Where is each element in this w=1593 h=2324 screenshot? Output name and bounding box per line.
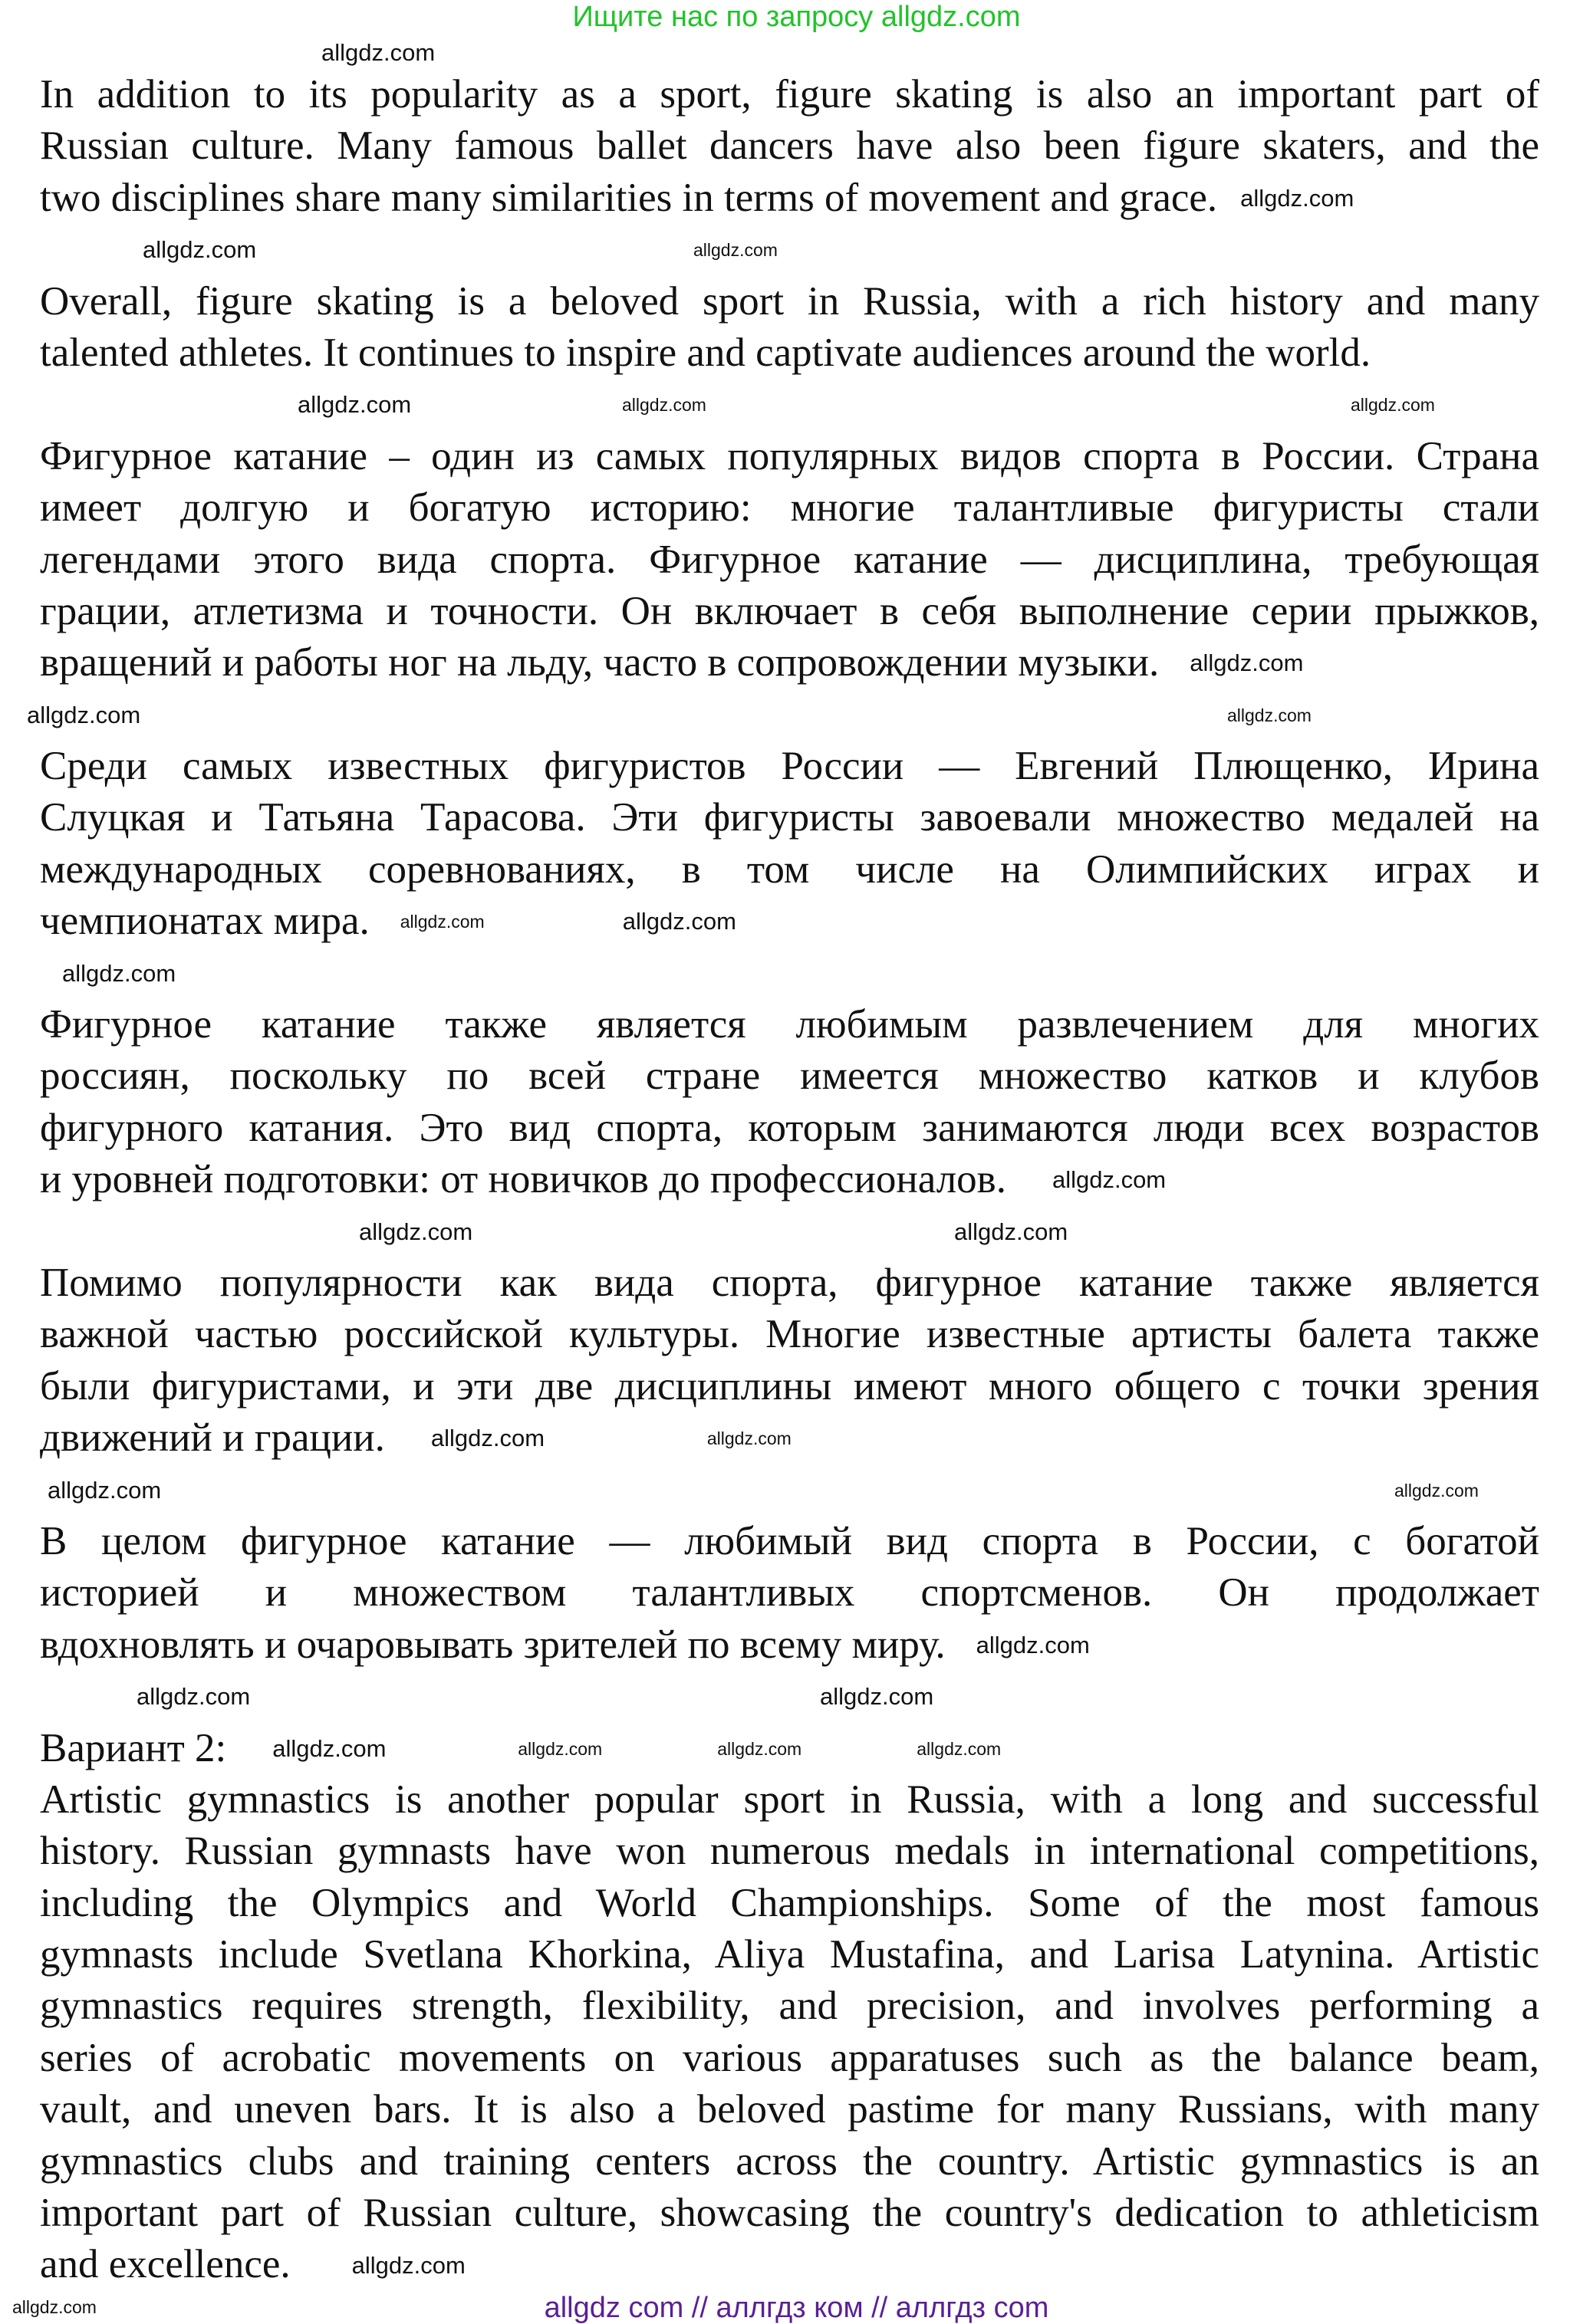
watermark-text: allgdz.com (298, 391, 412, 419)
text-line-content: важной частью российской культуры. Многие известные артисты балета также (40, 1312, 1539, 1357)
text-line (40, 2136, 1539, 2188)
text-line (40, 586, 1539, 637)
text-line (40, 2084, 1539, 2135)
watermark-text: allgdz.com (693, 239, 778, 260)
text-line (40, 1361, 1539, 1412)
text-line-content: talented athletes. It continues to inspire and captivate audiences around the world. (40, 330, 1371, 375)
document-body (40, 69, 1539, 2291)
text-line (40, 844, 1539, 896)
text-line (40, 637, 1539, 689)
blank-line (40, 224, 1539, 275)
search-banner: Ищите нас по запросу allgdz.com (572, 1, 1021, 33)
text-line-content: были фигуристами, и эти две дисциплины имеют много общего с точки зрения (40, 1363, 1539, 1409)
text-line-content: Слуцкая и Татьяна Тарасова. Эти фигуристы завоевали множество медалей на (40, 795, 1539, 840)
text-line-content: историей и множеством талантливых спортсменов. Он продолжает (40, 1570, 1539, 1616)
text-line (40, 1567, 1539, 1619)
text-line-content: vault, and uneven bars. It is also a beloved pastime for many Russians, with many (40, 2087, 1539, 2132)
text-line (40, 276, 1539, 327)
watermark-text: allgdz.com (1227, 705, 1312, 725)
text-line-content: gymnastics requires strength, flexibility, and precision, and involves performing a (40, 1984, 1539, 2029)
text-line-content: gymnasts include Svetlana Khorkina, Aliya Mustafina, and Larisa Latynina. Artistic (40, 1932, 1539, 1977)
watermark-text: allgdz.com (48, 1476, 162, 1504)
text-line (40, 1516, 1539, 1567)
text-line-content: Фигурное катание также является любимым развлечением для многих (40, 1002, 1539, 1047)
text-line-content: important part of Russian culture, showcasing the country's dedication to athleticism (40, 2191, 1539, 2236)
text-line (40, 896, 1539, 947)
watermark-text: allgdz.com (430, 1425, 545, 1452)
watermark-text: allgdz.com (717, 1738, 802, 1759)
text-line-content: In addition to its popularity as a sport, figure skating is also an important part of (40, 72, 1539, 117)
watermark-text: allgdz.com (400, 912, 485, 932)
text-line-content: и уровней подготовки: от новичков до профессионалов. (40, 1157, 1006, 1202)
text-line (40, 534, 1539, 586)
text-line-content: вращений и работы ног на льду, часто в сопровождении музыки. (40, 640, 1160, 685)
text-line-content: международных соревнованиях, в том числе на Олимпийских играх и (40, 846, 1539, 892)
text-line-content: легендами этого вида спорта. Фигурное катание — дисциплина, требующая (40, 537, 1539, 582)
text-line-content: Помимо популярности как вида спорта, фигурное катание также является (40, 1260, 1539, 1305)
text-line-content: чемпионатах мира. (40, 899, 370, 944)
text-line (40, 1050, 1539, 1102)
text-line-content: and excellence. (40, 2242, 291, 2287)
text-line (40, 999, 1539, 1050)
watermark-text: allgdz.com (321, 39, 436, 66)
watermark-text: allgdz.com (1240, 184, 1354, 212)
text-line-content: Среди самых известных фигуристов России — Евгений Плющенко, Ирина (40, 744, 1539, 789)
footer-links[interactable]: allgdz com // аллгдз ком // аллгдз com (544, 2292, 1049, 2324)
watermark-text: allgdz.com (820, 1683, 934, 1711)
text-line-content: Russian culture. Many famous ballet dancers have also been figure skaters, and the (40, 123, 1539, 169)
text-line (40, 2188, 1539, 2239)
watermark-text: allgdz.com (62, 959, 176, 987)
text-line-content: движений и грации. (40, 1415, 385, 1461)
watermark-text: allgdz.com (351, 2251, 466, 2279)
text-line (40, 2239, 1539, 2290)
text-line-content: вдохновлять и очаровывать зрителей по всему миру. (40, 1622, 946, 1667)
text-line (40, 741, 1539, 792)
watermark-text: allgdz.com (1351, 395, 1435, 416)
text-line (40, 1154, 1539, 1205)
text-line (40, 69, 1539, 120)
blank-line (40, 379, 1539, 430)
watermark-text: allgdz.com (27, 701, 141, 728)
watermark-text: allgdz.com (1052, 1166, 1167, 1194)
blank-line (40, 948, 1539, 999)
blank-line (40, 689, 1539, 741)
text-line (40, 1826, 1539, 1877)
watermark-text: allgdz.com (12, 2297, 97, 2317)
text-line-content: Вариант 2: (40, 1725, 227, 1770)
text-line (40, 1309, 1539, 1360)
text-line-content: имеет долгую и богатую историю: многие талантливые фигуристы стали (40, 485, 1539, 531)
text-line (40, 1980, 1539, 2032)
text-line (40, 120, 1539, 172)
text-line (40, 1103, 1539, 1154)
blank-line (40, 1671, 1539, 1722)
text-line-content: грации, атлетизма и точности. Он включает в себя выполнение серии прыжков, (40, 588, 1539, 633)
text-line (40, 1878, 1539, 1929)
text-line-content: фигурного катания. Это вид спорта, которым занимаются люди всех возрастов (40, 1105, 1539, 1150)
watermark-text: allgdz.com (954, 1218, 1068, 1245)
text-line (40, 1774, 1539, 1826)
watermark-text: allgdz.com (1394, 1480, 1479, 1501)
text-line-content: history. Russian gymnasts have won numerous medals in international competitions, (40, 1829, 1539, 1874)
text-line-content: Фигурное катание – один из самых популярных видов спорта в России. Страна (40, 433, 1539, 478)
text-line-content: россиян, поскольку по всей стране имеется множество катков и клубов (40, 1054, 1539, 1099)
text-line (40, 482, 1539, 534)
text-line (40, 1619, 1539, 1671)
blank-line (40, 1206, 1539, 1257)
text-line (40, 1929, 1539, 1980)
text-line-content: including the Olympics and World Championships. Some of the most famous (40, 1880, 1539, 1925)
text-line-content: gymnastics clubs and training centers across the country. Artistic gymnastics is an (40, 2138, 1539, 2184)
watermark-text: allgdz.com (917, 1738, 1002, 1759)
watermark-text: allgdz.com (143, 235, 257, 263)
text-line-content: В целом фигурное катание — любимый вид спорта в России, с богатой (40, 1518, 1539, 1563)
watermark-text: allgdz.com (622, 395, 706, 416)
text-line-content: Artistic gymnastics is another popular sport in Russia, with a long and successful (40, 1777, 1539, 1822)
watermark-text: allgdz.com (272, 1734, 387, 1762)
text-line (40, 2033, 1539, 2084)
text-line (40, 792, 1539, 843)
text-line (40, 431, 1539, 482)
watermark-text: allgdz.com (359, 1218, 473, 1245)
watermark-text: allgdz.com (137, 1683, 251, 1711)
watermark-text: allgdz.com (518, 1738, 603, 1759)
text-line (40, 327, 1539, 379)
watermark-text: allgdz.com (976, 1631, 1090, 1658)
text-line-content: Overall, figure skating is a beloved sport in Russia, with a rich history and many (40, 278, 1539, 324)
watermark-text: allgdz.com (622, 908, 736, 935)
watermark-text: allgdz.com (1190, 649, 1304, 677)
text-line (40, 1257, 1539, 1309)
text-line-content: series of acrobatic movements on various apparatuses such as the balance beam, (40, 2035, 1539, 2080)
watermark-text: allgdz.com (706, 1428, 792, 1449)
blank-line (40, 1464, 1539, 1516)
text-line-content: two disciplines share many similarities in terms of movement and grace. (40, 175, 1218, 220)
